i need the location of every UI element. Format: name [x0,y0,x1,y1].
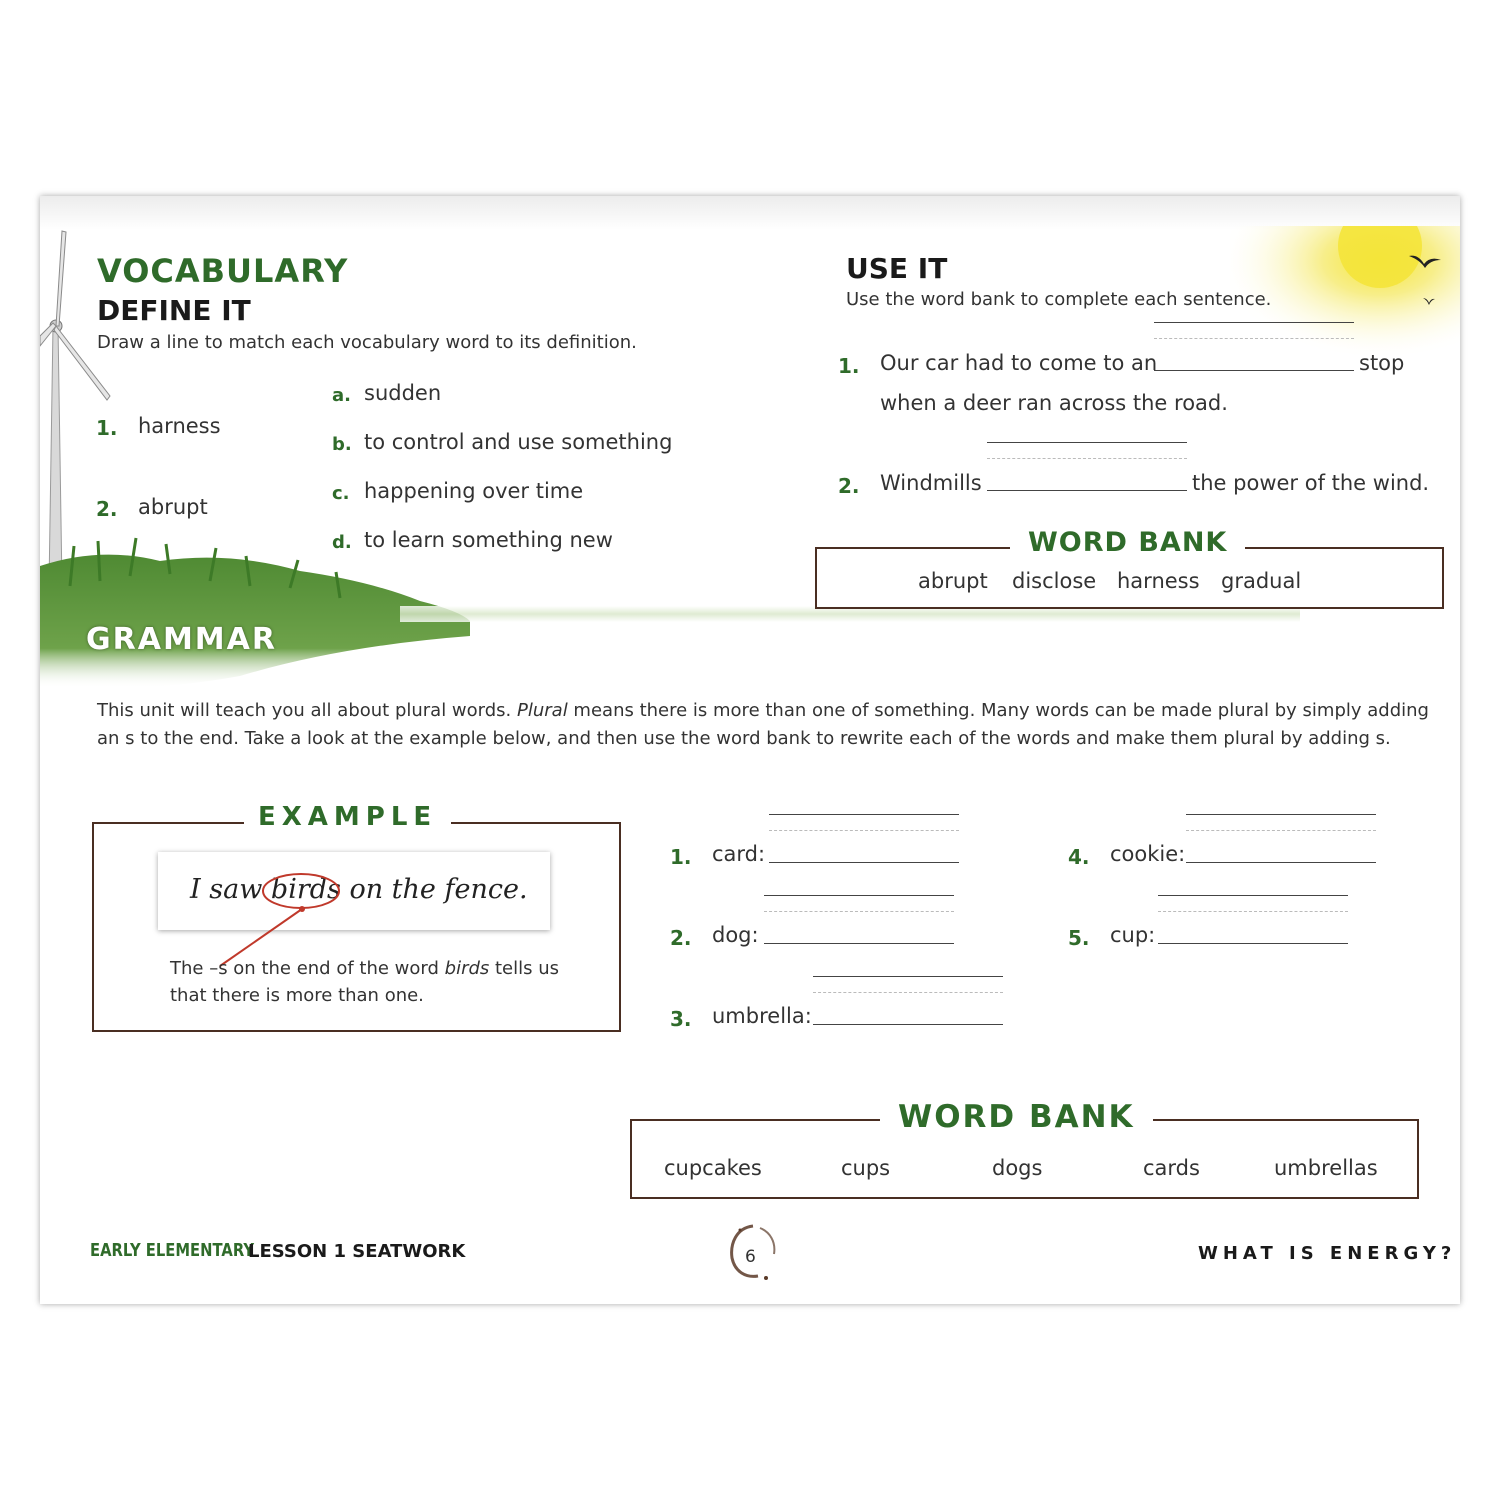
plural-answer-blank[interactable] [1158,929,1348,944]
word-bank-word: gradual [1221,569,1302,593]
grammar-item-number: 4. [1068,845,1090,869]
footer-level: EARLY ELEMENTARY [90,1240,255,1261]
vocabulary-instructions: Draw a line to match each vocabulary word to its definition. [97,332,637,353]
grammar-item-label: dog: [712,923,759,947]
word-bank-word: umbrellas [1274,1156,1378,1180]
example-note [170,958,559,979]
define-it-subtitle: DEFINE IT [97,294,251,327]
word-bank-word: cards [1143,1156,1200,1180]
example-note-text: tells us [489,958,560,979]
bird-icon [1422,296,1436,306]
grammar-intro-text: means there is more than one of something. Many words can be made plural by simply adding [567,700,1429,721]
grammar-title: GRAMMAR [86,622,277,657]
grammar-item-label: umbrella: [712,1004,812,1028]
example-circled-word: birds [270,874,341,905]
definition-text: happening over time [364,479,584,503]
word-bank-title: WORD BANK [1010,527,1245,558]
sentence-text: Our car had to come to an [880,351,1158,375]
example-note-text: The –s on the end of the word [170,958,445,979]
word-bank-word: cupcakes [664,1156,762,1180]
grammar-item-label: card: [712,842,766,866]
vocab-word: harness [138,414,221,438]
word-bank-word: abrupt [918,569,988,593]
grammar-item-label: cup: [1110,923,1156,947]
vocab-word: abrupt [138,495,208,519]
definition-letter: a. [332,385,351,406]
plural-answer-blank[interactable] [769,848,959,863]
grammar-intro: an s to the end. Take a look at the example below, and then use the word bank to rewrite each of the words and make them plural by adding s. [97,728,1391,749]
plural-answer-blank[interactable] [1186,848,1376,863]
example-note: that there is more than one. [170,985,424,1006]
use-it-instructions: Use the word bank to complete each sentence. [846,289,1272,310]
definition-letter: b. [332,434,352,455]
definition-letter: c. [332,483,350,504]
grammar-intro [97,700,1429,721]
plural-answer-blank[interactable] [764,929,954,944]
grammar-intro-text: This unit will teach you all about plural words. [97,700,517,721]
answer-blank[interactable] [987,476,1187,491]
page-number: 6 [745,1247,756,1267]
sentence-text: the power of the wind. [1192,471,1430,495]
worksheet-page [40,196,1460,1304]
example-sentence-text: on the fence. [340,874,528,905]
top-band-shadow [40,196,1460,230]
definition-text: to learn something new [364,528,613,552]
plural-answer-blank[interactable] [813,1010,1003,1025]
grammar-intro-emphasis: Plural [517,700,568,721]
grammar-item-number: 5. [1068,926,1090,950]
definition-letter: d. [332,532,352,553]
vocab-word-number: 1. [96,416,118,440]
word-bank-word: cups [841,1156,891,1180]
example-note-emphasis: birds [444,958,490,979]
vocabulary-title: VOCABULARY [97,252,349,290]
sentence-number: 2. [838,474,860,498]
definition-text: sudden [364,381,442,405]
sentence-text: Windmills [880,471,982,495]
use-it-title: USE IT [846,252,948,285]
word-bank-word: disclose [1012,569,1097,593]
grammar-item-label: cookie: [1110,842,1186,866]
bird-icon [1408,252,1442,272]
vocab-word-number: 2. [96,497,118,521]
word-bank-word: dogs [992,1156,1043,1180]
answer-blank[interactable] [1154,356,1354,371]
grammar-item-number: 3. [670,1007,692,1031]
grammar-item-number: 1. [670,845,692,869]
word-bank-word: harness [1117,569,1200,593]
footer-lesson: LESSON 1 SEATWORK [248,1241,466,1262]
definition-text: to control and use something [364,430,673,454]
grammar-item-number: 2. [670,926,692,950]
footer-unit-title: WHAT IS ENERGY? [1198,1243,1457,1264]
word-bank-title: WORD BANK [880,1099,1153,1135]
sentence-text: stop [1359,351,1405,375]
sentence-number: 1. [838,354,860,378]
example-title: EXAMPLE [244,802,451,832]
sentence-text: when a deer ran across the road. [880,391,1228,415]
example-sentence-text: I saw [190,874,271,905]
